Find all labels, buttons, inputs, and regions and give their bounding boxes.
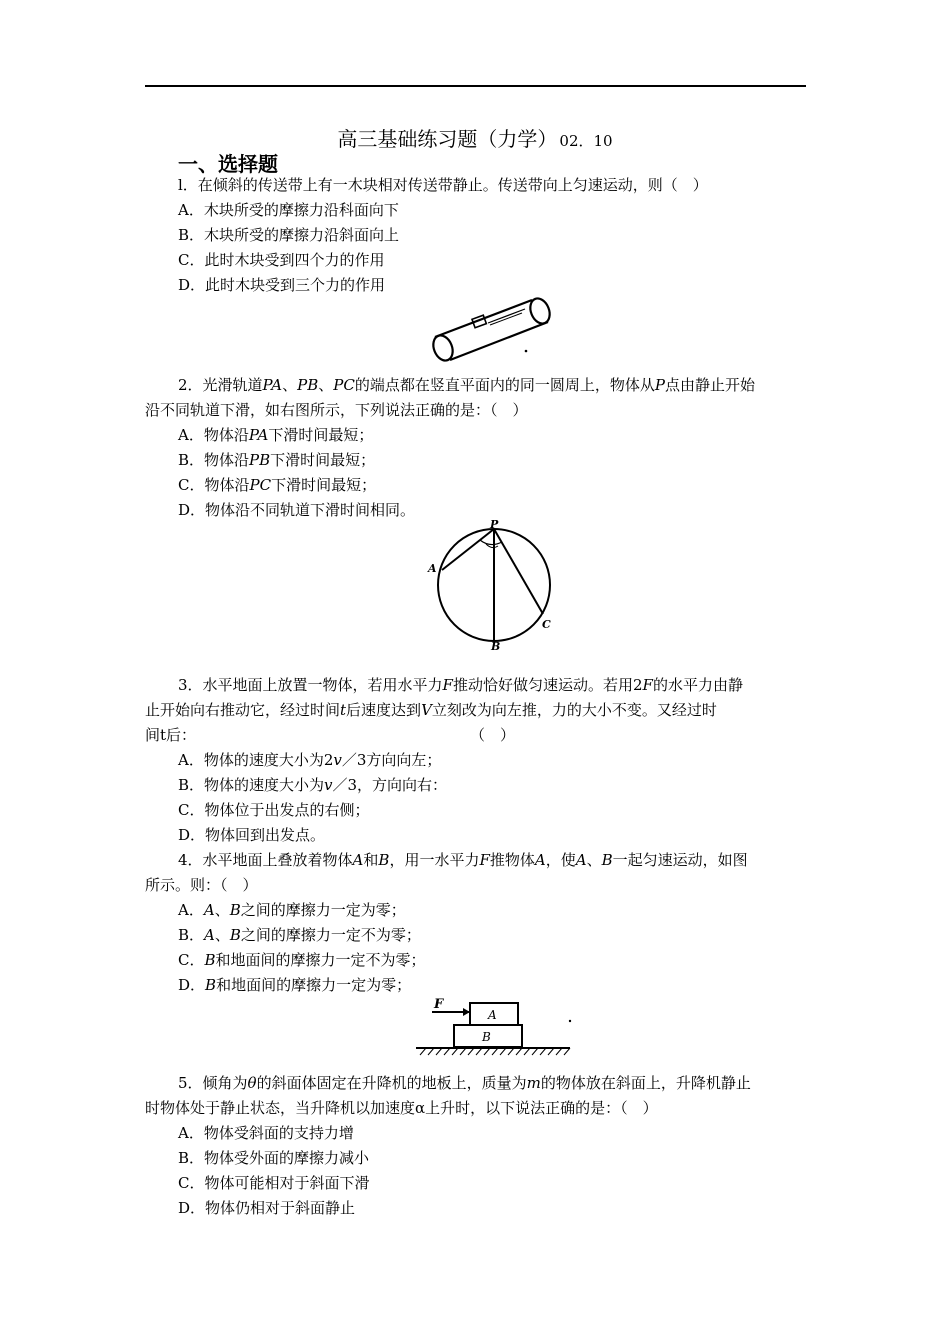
q5-option-a: A．物体受斜面的支持力增: [178, 1124, 354, 1142]
label-b: B: [491, 640, 501, 650]
q5-option-b: B．物体受外面的摩擦力减小: [178, 1149, 370, 1167]
q2-option-b: B．物体沿PB下滑时间最短；: [178, 451, 376, 469]
q5-option-c: C．物体可能相对于斜面下滑: [178, 1174, 370, 1192]
label-block-b: B: [482, 1030, 491, 1044]
q2-stem: 2．光滑轨道PA、PB、PC的端点都在竖直平面内的同一圆周上，物体从P点由静止开始: [178, 376, 755, 394]
q4-option-b: B．A、B之间的摩擦力一定不为零；: [178, 926, 421, 944]
q1-option-c: C．此时木块受到四个力的作用: [178, 251, 385, 269]
q3-answer-blank: （ ）: [470, 726, 516, 744]
q4-option-c: C．B和地面间的摩擦力一定不为零；: [178, 951, 426, 969]
q1-stem: l．在倾斜的传送带上有一木块相对传送带静止。传送带向上匀速运动，则（ ）: [178, 176, 708, 194]
q5-option-d: D．物体仍相对于斜面静止: [178, 1199, 356, 1217]
title-date: 02．10: [559, 132, 613, 150]
q4-stem-2: 所示。则：（ ）: [145, 876, 258, 894]
q4-option-d: D．B和地面间的摩擦力一定为零；: [178, 976, 412, 994]
q2-option-a: A．物体沿PA下滑时间最短；: [178, 426, 374, 444]
label-a: A: [428, 562, 437, 575]
section-heading: 一、选择题: [178, 152, 278, 176]
q3-stem-2: 止开始向右推动它，经过时间t后速度达到V立刻改为向左推，力的大小不变。又经过时: [145, 701, 717, 719]
q3-option-c: C．物体位于出发点的右侧；: [178, 801, 370, 819]
q1-option-d: D．此时木块受到三个力的作用: [178, 276, 386, 294]
q5-stem-2: 时物体处于静止状态，当升降机以加速度α上升时，以下说法正确的是：（ ）: [145, 1099, 658, 1117]
q3-option-b: B．物体的速度大小为v／3，方向向右：: [178, 776, 448, 794]
page-title: 高三基础练习题（力学） 02．10: [337, 127, 613, 151]
q3-stem-1: 3．水平地面上放置一物体，若用水平力F推动恰好做匀速运动。若用2F的水平力由静: [178, 676, 743, 694]
circle-tracks-figure: [422, 518, 562, 650]
q3-option-d: D．物体回到出发点。: [178, 826, 326, 844]
label-f: F: [434, 997, 444, 1012]
label-p: P: [490, 518, 499, 531]
label-c: C: [542, 618, 551, 631]
q5-stem-1: 5．倾角为θ的斜面体固定在升降机的地板上，质量为m的物体放在斜面上，升降机静止: [178, 1074, 751, 1092]
q3-stem-3: 间t后：: [145, 726, 197, 744]
q2-option-d: D．物体沿不同轨道下滑时间相同。: [178, 501, 416, 519]
q3-option-a: A．物体的速度大小为2v／3方向向左；: [178, 751, 442, 769]
q1-option-a: A．木块所受的摩擦力沿科面向下: [178, 201, 399, 219]
q4-stem-1: 4．水平地面上叠放着物体A和B，用一水平力F推物体A，使A、B一起匀速运动，如图: [178, 851, 748, 869]
conveyor-belt-figure: [430, 295, 565, 367]
q2-option-c: C．物体沿PC下滑时间最短；: [178, 476, 377, 494]
q4-option-a: A．A、B之间的摩擦力一定为零；: [178, 901, 406, 919]
top-rule: [145, 85, 806, 87]
label-block-a: A: [488, 1008, 497, 1022]
q1-option-b: B．木块所受的摩擦力沿斜面向上: [178, 226, 400, 244]
stacked-blocks-figure: [412, 995, 577, 1060]
q2-stem-cont: 沿不同轨道下滑，如右图所示，下列说法正确的是：（ ）: [145, 401, 528, 419]
